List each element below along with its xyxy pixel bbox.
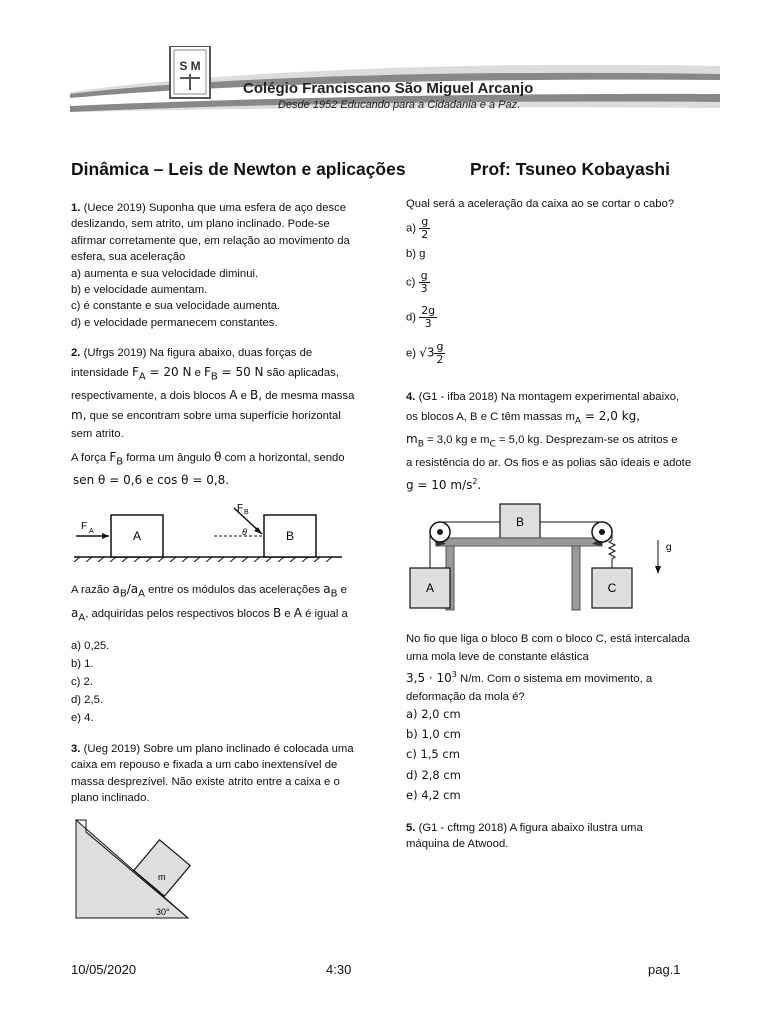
incline-mass-label: m	[158, 872, 166, 882]
page-title: Dinâmica – Leis de Newton e aplicações	[71, 159, 406, 179]
q2-ratio-a: A razão	[71, 584, 113, 596]
q4-text5: g = 10 m/s	[406, 477, 473, 492]
q1-option-a: a) aumenta e sua velocidade diminui.	[71, 267, 259, 280]
q4-option-c: c) 1,5 cm	[406, 747, 460, 762]
q2-rest3: que se encontram sobre uma superfície horizontal sem atrito.	[71, 409, 341, 441]
q3-option-e	[406, 341, 445, 366]
q2-block-b: B,	[250, 388, 263, 403]
q4-sub-b: B	[417, 439, 424, 450]
q3-option-d	[406, 305, 437, 330]
q2-force-a: A força	[71, 452, 110, 464]
q3-d-num: 2g	[421, 304, 436, 317]
q3-option-a	[406, 216, 430, 241]
q2-option-b: b) 1.	[71, 658, 94, 670]
q3-e-root: √3	[419, 345, 435, 360]
q2-and1: e	[191, 366, 204, 379]
q3-a-num: g	[419, 216, 430, 229]
footer-time: 4:30	[326, 962, 352, 977]
q1-text: (Uece 2019) Suponha que uma esfera de aço desce deslizando, sem atrito, um plano inclinado. Pode-se afirmar corretamente que, em relação ao movimento da esfera, sua aceleração	[71, 202, 350, 264]
q2-ratio-c: e	[337, 584, 347, 596]
q2-ratio-e: e	[281, 607, 294, 620]
q2-fb2: F	[109, 450, 117, 464]
q2-force-c: com a horizontal, sendo	[221, 452, 345, 464]
q4-number: 4.	[406, 391, 416, 403]
q4-text7b: N/m. Com o sistema em movimento, a deformação da mola é?	[406, 672, 653, 703]
pulley-c-label: C	[607, 581, 617, 595]
q2-ratio-text: A razão $a_B/a_A$ entre os módulos das acelerações $a_B$ e $a_A$, adquiridas pelos respectivos blocos B e A é igual a	[71, 582, 348, 624]
incline-angle-label: 30°	[156, 907, 170, 917]
q2-and2: e	[237, 390, 251, 403]
q3-e-den: 2	[436, 353, 444, 366]
q2-aa2-sub: A	[78, 612, 86, 624]
q4-text4: a resistência do ar. Os fios e as polias são ideais e adote	[406, 457, 692, 469]
logo-text: S M	[179, 59, 201, 73]
q4-text6: No fio que liga o bloco B com o bloco C, está intercalada uma mola leve de constante elástica	[406, 633, 690, 663]
q2-option-c: c) 2.	[71, 676, 93, 688]
q2-block-a: A	[229, 388, 238, 403]
q1-option-b: b) e velocidade aumentam.	[71, 284, 208, 297]
q3-question: Qual será a aceleração da caixa ao se cortar o cabo?	[406, 198, 675, 210]
q3-a-den: 2	[421, 228, 429, 241]
q2-aa: a	[130, 582, 139, 596]
q4-text3c: = 5,0 kg. Desprezam-se os atritos e	[495, 434, 678, 447]
q5-number: 5.	[406, 822, 416, 834]
q2-ratio-b: entre os módulos das acelerações	[144, 584, 324, 596]
gravity-arrow	[655, 566, 661, 574]
q3-e-num: g	[434, 341, 445, 354]
footer-date: 10/05/2020	[71, 962, 137, 977]
q4-sub-c: C	[489, 439, 496, 450]
fa-sub-label: A	[89, 528, 94, 535]
q4-option-b: b) 1,0 cm	[406, 727, 461, 742]
question-2	[71, 344, 363, 444]
q2-option-e: e) 4.	[71, 712, 94, 724]
q2-force-text	[71, 448, 363, 490]
question-5	[406, 820, 688, 853]
q3-number: 3.	[71, 743, 81, 755]
q4-text7-sup: 3	[451, 670, 457, 679]
q3-incline-figure	[74, 818, 199, 920]
theta-label: θ	[242, 527, 247, 537]
q4-pulley-figure	[406, 500, 676, 620]
q3-option-e-label: e)	[406, 347, 417, 360]
q4-text2b: = 2,0 kg,	[581, 408, 641, 423]
q2-aa-sub: A	[138, 588, 145, 600]
q2-force-b: forma um ângulo	[123, 452, 215, 464]
q2-ratio-a-block: A	[293, 605, 302, 620]
q4-sub-a: A	[574, 415, 582, 426]
q4-options	[406, 704, 606, 805]
q4-text5-sup: 2	[472, 476, 478, 486]
force-a-arrow	[102, 533, 109, 539]
q2-theta: θ	[214, 450, 222, 464]
q2-trig: sen θ = 0,6 e cos θ = 0,8.	[73, 473, 230, 488]
q2-mass: m,	[71, 407, 87, 422]
q2-rest2: de mesma massa	[262, 390, 355, 403]
q3-option-c	[406, 270, 430, 295]
q3-d-den: 3	[424, 317, 432, 330]
question-3	[71, 741, 363, 807]
q4-text2: os blocos A, B e C têm massas m	[406, 410, 575, 423]
professor-name: Prof: Tsuneo Kobayashi	[470, 159, 670, 179]
q2-fa-val: = 20 N	[145, 364, 192, 379]
q2-blocks-figure	[74, 500, 344, 562]
q4-option-e: e) 4,2 cm	[406, 787, 461, 802]
q3-option-b: b) g	[406, 248, 426, 260]
q1-number: 1.	[71, 202, 81, 214]
spring	[609, 540, 615, 559]
q2-ratio-d: , adquiridas pelos respectivos blocos	[85, 607, 273, 620]
q2-fb: F	[204, 364, 211, 379]
q3-text: (Ueg 2019) Sobre um plano inclinado é colocada uma caixa em repouso e fixada a um cabo inextensível de massa desprezível. Não existe atrito entre a caixa e o plano inclinado.	[71, 743, 354, 805]
q3-option-a-label: a)	[406, 222, 417, 235]
q2-ab: a	[112, 582, 120, 596]
q2-option-a: a) 0,25.	[71, 640, 110, 652]
q2-fa: F	[131, 364, 139, 379]
block-a-label: A	[132, 529, 142, 543]
q2-ratio-b-block: B	[272, 605, 282, 620]
q4-text7: 3,5 · 10	[406, 670, 452, 685]
q1-option-d: d) e velocidade permanecem constantes.	[71, 316, 278, 329]
pulley-b-label: B	[515, 515, 525, 529]
q2-intro: (Ufrgs 2019) Na figura abaixo, duas forças de intensidade	[71, 347, 313, 379]
q2-rest1: são aplicadas, respectivamente, a dois blocos	[71, 366, 339, 403]
q3-option-c-label: c)	[406, 276, 416, 289]
q1-option-c: c) é constante e sua velocidade aumenta.	[71, 300, 281, 313]
q4-spring-text	[406, 630, 698, 706]
q2-ab2-sub: B	[330, 588, 338, 600]
block-b-label: B	[285, 529, 295, 543]
q2-options	[71, 637, 271, 727]
q2-fb2-sub: B	[116, 456, 124, 468]
q2-option-d: d) 2,5.	[71, 694, 104, 706]
fb-sub-label: B	[244, 509, 249, 516]
footer-page: pag.1	[648, 962, 681, 977]
question-1	[71, 200, 363, 331]
q2-fa-sub: A	[138, 370, 146, 382]
q4-text3b: = 3,0 kg e m	[423, 434, 490, 447]
q2-aa2: a	[71, 605, 79, 620]
q2-number: 2.	[71, 347, 81, 359]
q4-text1: (G1 - ifba 2018) Na montagem experimental abaixo,	[418, 391, 680, 403]
q4-option-d: d) 2,8 cm	[406, 767, 461, 782]
q2-fb-sub: B	[210, 370, 218, 382]
fa-label: F	[81, 521, 88, 532]
q2-fb-val: = 50 N	[217, 364, 264, 379]
question-4: 4. (G1 - ifba 2018) Na montagem experimental abaixo, os blocos A, B e C têm massas $m_A = 2,0$ kg, $m_B = 3,0$ kg e $m_C = 5,0$ kg. Desprezam-se os atritos e a resistência do ar. Os fios e as polias são ideais e adote g = 10 $m/s^2$.	[406, 388, 706, 494]
gravity-label: g	[666, 542, 672, 553]
fb-label: F	[237, 503, 244, 514]
q2-ratio-f: é igual a	[301, 607, 348, 620]
q4-option-a: a) 2,0 cm	[406, 707, 461, 721]
q3-c-den: 3	[420, 282, 428, 295]
school-name: Colégio Franciscano São Miguel Arcanjo	[243, 80, 534, 97]
pulley-a-label: A	[425, 581, 435, 595]
q2-ab-sub: B	[119, 588, 127, 600]
q3-c-num: g	[419, 270, 430, 283]
q4-text3a: m	[406, 432, 418, 447]
q3-option-d-label: d)	[406, 311, 417, 324]
school-motto: Desde 1952 Educando para a Cidadania e a Paz.	[278, 99, 521, 111]
q5-text: (G1 - cftmg 2018) A figura abaixo ilustra uma máquina de Atwood.	[406, 822, 643, 851]
q2-ab2: a	[323, 582, 331, 596]
